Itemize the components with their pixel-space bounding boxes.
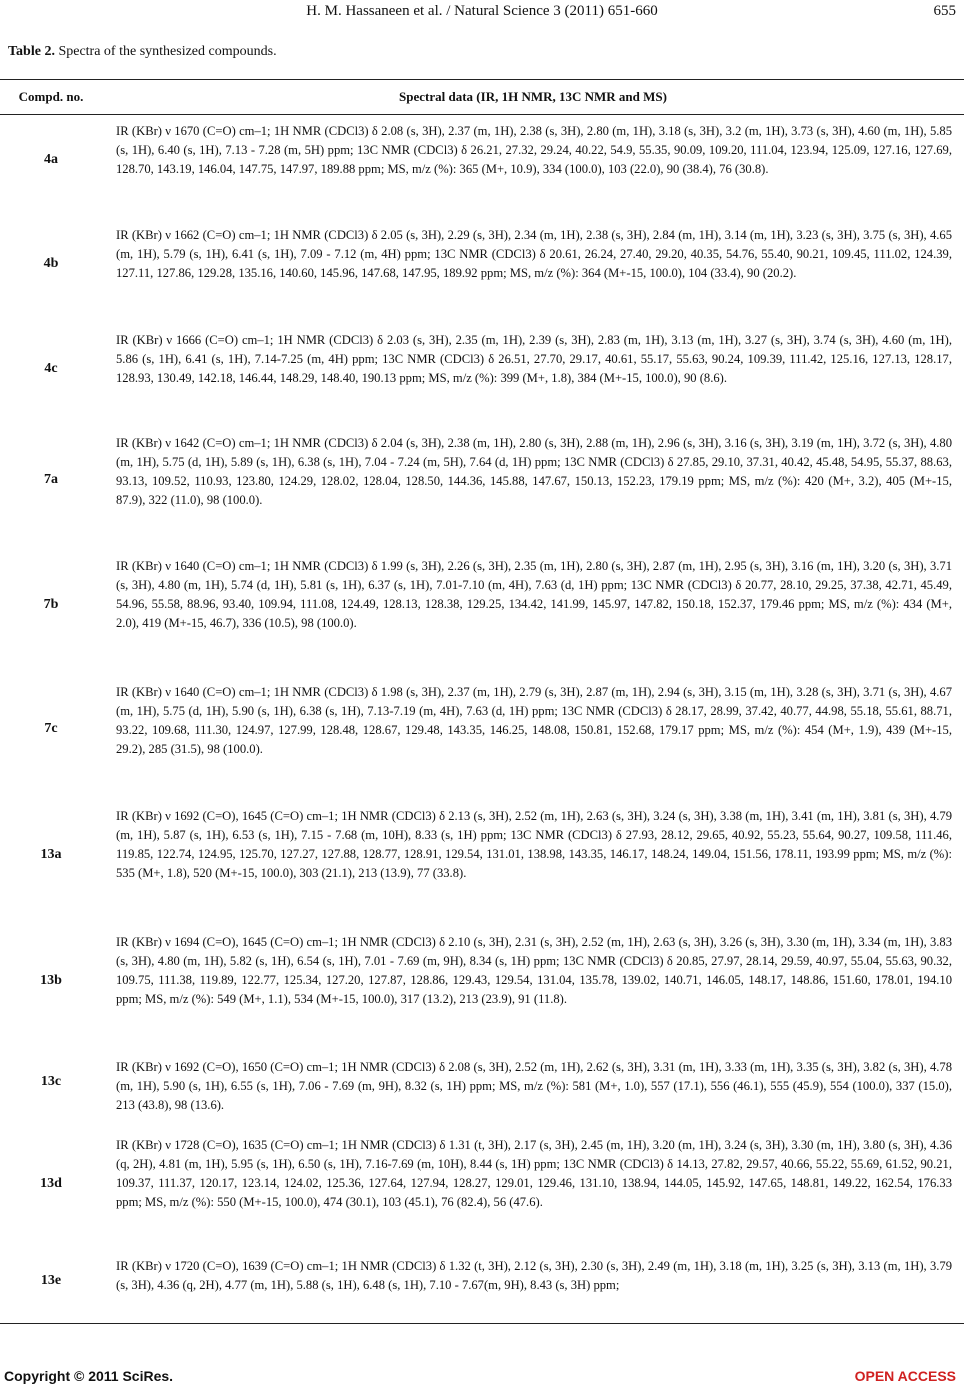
open-access-label: OPEN ACCESS (854, 1368, 956, 1384)
compound-id: 13c (40, 1074, 62, 1089)
table-header (0, 80, 964, 114)
compound-id: 7b (43, 597, 59, 612)
running-head (0, 0, 964, 22)
spectral-data: IR (KBr) ν 1642 (C=O) cm–1; 1H NMR (CDCl3) δ 2.04 (s, 3H), 2.38 (m, 1H), 2.80 (s, 3H), 2.88 (m, 1H), 2.96 (s, 3H), 3.16 (s, 3H), 3.19 (m, 1H), 3.72 (s, 3H), 4.80 (m, 1H), 5.75 (d, 1H), 5.89 (s, 1H), 6.38 (s, 1H), 7.04 - 7.24 (m, 5H), 7.64 (d, 1H) ppm; 13C NMR (CDCl3) δ 27.85, 29.10, 37.31, 40.42, 45.48, 54.95, 55.37, 88.63, 93.13, 109.52, 110.93, 123.80, 124.29, 128.02, 128.04, 128.50, 144.36, 145.88, 147.67, 150.13, 152.23, 179.19 ppm; MS, m/z (%): 420 (M+, 3.2), 405 (M+-15, 87.9), 322 (11.0), 98 (100.0). (116, 436, 952, 507)
running-head-title: H. M. Hassaneen et al. / Natural Science 3 (2011) 651-660 (306, 3, 658, 19)
copyright-notice: Copyright © 2011 SciRes. (4, 1368, 174, 1384)
compound-id: 4c (44, 361, 58, 376)
table-bottom-rule (0, 1323, 964, 1324)
compound-id: 13d (40, 1176, 62, 1191)
spectral-data: IR (KBr) ν 1666 (C=O) cm–1; 1H NMR (CDCl3) δ 2.03 (s, 3H), 2.35 (m, 1H), 2.39 (s, 3H), 2.83 (m, 1H), 3.13 (m, 1H), 3.27 (s, 3H), 3.74 (s, 3H), 4.60 (m, 1H), 5.86 (s, 1H), 6.41 (s, 1H), 7.14-7.25 (m, 4H) ppm; 13C NMR (CDCl3) δ 26.51, 27.70, 29.17, 40.61, 55.17, 55.63, 90.24, 109.39, 111.42, 125.16, 127.13, 128.17, 128.93, 130.49, 142.18, 146.44, 148.29, 148.40, 190.13 ppm; MS, m/z (%): 399 (M+, 1.8), 384 (M+-15, 100.0), 90 (8.6). (116, 333, 952, 385)
compound-id: 7c (44, 721, 58, 736)
caption-text: Spectra of the synthesized compounds. (58, 44, 277, 59)
spectral-data: IR (KBr) ν 1728 (C=O), 1635 (C=O) cm–1; 1H NMR (CDCl3) δ 1.31 (t, 3H), 2.17 (s, 3H), 2.45 (m, 1H), 3.20 (m, 1H), 3.24 (s, 3H), 3.30 (m, 1H), 3.80 (s, 3H), 4.36 (q, 2H), 4.81 (m, 1H), 5.95 (s, 1H), 6.50 (s, 1H), 7.16-7.69 (m, 10H), 8.44 (s, 1H) ppm; 13C NMR (CDCl3) δ 14.13, 27.82, 29.57, 40.66, 55.22, 55.69, 61.52, 90.21, 109.37, 111.37, 120.17, 123.14, 124.02, 125.36, 127.64, 127.94, 128.27, 129.01, 129.46, 131.10, 138.94, 144.05, 145.92, 147.65, 148.81, 149.22, 162.54, 176.33 ppm; MS, m/z (%): 550 (M+-15, 100.0), 474 (30.1), 103 (45.1), 76 (82.4), 56 (47.6). (116, 1138, 952, 1209)
compound-id: 13b (40, 973, 62, 988)
spectral-data: IR (KBr) ν 1694 (C=O), 1645 (C=O) cm–1; 1H NMR (CDCl3) δ 2.10 (s, 3H), 2.31 (s, 3H), 2.52 (m, 1H), 2.63 (s, 3H), 3.26 (s, 3H), 3.30 (m, 1H), 3.34 (m, 1H), 3.83 (s, 3H), 4.80 (m, 1H), 5.82 (s, 1H), 6.54 (s, 1H), 7.01 - 7.69 (m, 9H), 8.34 (s, 1H) ppm; 13C NMR (CDCl3) δ 20.85, 27.97, 28.14, 29.59, 40.97, 55.04, 55.63, 90.32, 109.75, 111.38, 119.89, 122.77, 125.34, 127.20, 127.87, 128.86, 129.43, 129.54, 131.04, 135.78, 139.02, 140.71, 146.05, 148.17, 148.86, 151.60, 178.01, 194.10 ppm; MS, m/z (%): 549 (M+, 1.1), 534 (M+-15, 100.0), 317 (13.2), 213 (23.9), 91 (11.8). (116, 935, 952, 1006)
spectral-data: IR (KBr) ν 1692 (C=O), 1650 (C=O) cm–1; 1H NMR (CDCl3) δ 2.08 (s, 3H), 2.52 (m, 1H), 2.62 (s, 3H), 3.31 (m, 1H), 3.33 (m, 1H), 3.35 (s, 3H), 3.82 (s, 3H), 4.78 (m, 1H), 5.90 (s, 1H), 6.55 (s, 1H), 7.06 - 7.69 (m, 9H), 8.32 (s, 1H) ppm; MS, m/z (%): 581 (M+, 1.0), 557 (17.1), 556 (46.1), 555 (45.9), 554 (100.0), 337 (15.0), 213 (43.8), 98 (13.6). (116, 1060, 952, 1112)
compound-id: 4b (43, 256, 59, 271)
spectral-data: IR (KBr) ν 1692 (C=O), 1645 (C=O) cm–1; 1H NMR (CDCl3) δ 2.13 (s, 3H), 2.52 (m, 1H), 2.63 (s, 3H), 3.24 (s, 3H), 3.38 (m, 1H), 3.41 (m, 1H), 3.81 (s, 3H), 4.79 (m, 1H), 5.87 (s, 1H), 6.53 (s, 1H), 7.15 - 7.68 (m, 10H), 8.33 (s, 1H) ppm; 13C NMR (CDCl3) δ 27.93, 28.12, 29.65, 40.92, 55.23, 55.64, 90.27, 109.58, 111.46, 119.85, 122.74, 124.95, 125.70, 127.27, 127.88, 128.77, 128.91, 129.54, 131.01, 138.98, 143.35, 146.17, 148.24, 149.04, 151.56, 178.11, 193.99 ppm; MS, m/z (%): 535 (M+, 1.8), 520 (M+-15, 100.0), 303 (21.1), 213 (13.9), 77 (33.8). (116, 809, 952, 880)
spectral-data: IR (KBr) ν 1640 (C=O) cm–1; 1H NMR (CDCl3) δ 1.98 (s, 3H), 2.37 (m, 1H), 2.79 (s, 3H), 2.87 (m, 1H), 2.94 (s, 3H), 3.15 (m, 1H), 3.28 (s, 3H), 3.71 (s, 3H), 4.67 (m, 1H), 5.75 (d, 1H), 5.90 (s, 1H), 6.38 (s, 1H), 7.13-7.19 (m, 4H), 7.63 (d, 1H) ppm; 13C NMR (CDCl3) δ 28.17, 28.99, 37.42, 40.77, 44.98, 55.18, 55.61, 88.71, 93.22, 109.68, 111.30, 124.97, 127.99, 128.48, 128.67, 129.48, 143.35, 146.25, 148.08, 150.81, 152.68, 179.17 ppm; MS, m/z (%): 454 (M+, 1.9), 439 (M+-15, 29.2), 285 (31.5), 98 (100.0). (116, 685, 952, 756)
spectral-data: IR (KBr) ν 1662 (C=O) cm–1; 1H NMR (CDCl3) δ 2.05 (s, 3H), 2.29 (s, 3H), 2.34 (m, 1H), 2.38 (s, 3H), 2.84 (m, 1H), 3.14 (m, 1H), 3.23 (s, 3H), 3.75 (s, 3H), 4.65 (m, 1H), 5.79 (s, 1H), 6.41 (s, 1H), 7.09 - 7.12 (m, 4H) ppm; 13C NMR (CDCl3) δ 20.61, 26.24, 27.40, 29.20, 40.35, 54.76, 55.40, 90.21, 109.45, 111.02, 124.39, 127.11, 127.86, 129.28, 135.16, 140.60, 145.96, 147.68, 147.95, 189.92 ppm; MS, m/z (%): 364 (M+-15, 100.0), 104 (33.4), 90 (20.2). (116, 228, 952, 280)
spectral-data: IR (KBr) ν 1670 (C=O) cm–1; 1H NMR (CDCl3) δ 2.08 (s, 3H), 2.37 (m, 1H), 2.38 (s, 3H), 2.80 (m, 1H), 3.18 (s, 3H), 3.2 (m, 1H), 3.73 (s, 3H), 4.60 (m, 1H), 5.85 (s, 1H), 6.40 (s, 1H), 7.13 - 7.28 (m, 5H) ppm; 13C NMR (CDCl3) δ 26.21, 27.32, 29.24, 40.22, 54.9, 55.35, 90.09, 109.20, 111.04, 123.94, 125.09, 127.16, 127.69, 128.70, 143.19, 146.04, 147.75, 147.97, 189.88 ppm; MS, m/z (%): 365 (M+, 10.9), 334 (100.0), 103 (22.0), 90 (38.4), 76 (30.8). (116, 124, 952, 176)
compound-id: 7a (44, 472, 58, 487)
spectral-data: IR (KBr) ν 1720 (C=O), 1639 (C=O) cm–1; 1H NMR (CDCl3) δ 1.32 (t, 3H), 2.12 (s, 3H), 2.30 (s, 3H), 2.49 (m, 1H), 3.18 (m, 1H), 3.25 (s, 3H), 3.13 (m, 1H), 3.79 (s, 3H), 4.36 (q, 2H), 4.77 (m, 1H), 5.88 (s, 1H), 6.48 (s, 1H), 7.10 - 7.67(m, 9H), 8.43 (s, 3H) ppm; (116, 1259, 952, 1292)
table-caption (8, 44, 277, 60)
table-header-rule (0, 114, 964, 115)
header-spectral-data: Spectral data (IR, 1H NMR, 13C NMR and MS) (399, 89, 667, 104)
compound-id: 4a (44, 152, 58, 167)
caption-label: Table 2. (8, 44, 55, 59)
page-number: 655 (933, 3, 956, 19)
compound-id: 13a (40, 847, 62, 862)
header-compd-no: Compd. no. (18, 89, 84, 104)
compound-id: 13e (40, 1273, 62, 1288)
spectral-data: IR (KBr) ν 1640 (C=O) cm–1; 1H NMR (CDCl3) δ 1.99 (s, 3H), 2.26 (s, 3H), 2.35 (m, 1H), 2.80 (s, 3H), 2.87 (m, 1H), 2.95 (s, 3H), 3.16 (m, 1H), 3.20 (s, 3H), 3.71 (s, 3H), 4.80 (m, 1H), 5.74 (d, 1H), 5.81 (s, 1H), 6.37 (s, 1H), 7.01-7.10 (m, 4H), 7.63 (d, 1H) ppm; 13C NMR (CDCl3) δ 20.77, 28.10, 29.25, 37.38, 42.71, 45.49, 54.96, 55.58, 88.96, 93.40, 109.94, 111.08, 124.49, 128.13, 128.38, 129.25, 134.42, 141.99, 145.97, 147.82, 150.18, 152.37, 179.46 ppm; MS, m/z (%): 434 (M+, 2.0), 419 (M+-15, 46.7), 336 (10.5), 98 (100.0). (116, 559, 952, 630)
